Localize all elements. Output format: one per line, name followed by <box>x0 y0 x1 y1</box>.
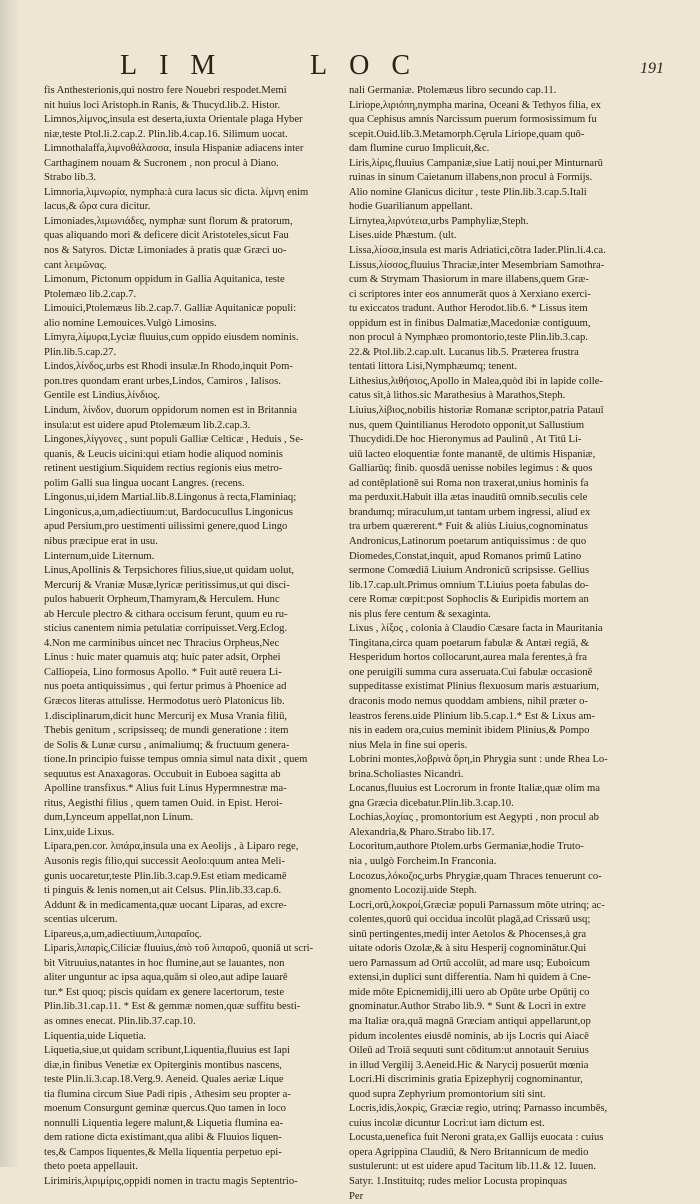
text-line: Limouici,Ptolemæus lib.2.cap.7. Galliæ Aquitanicæ populi: <box>44 303 297 315</box>
text-line: Limnos,λίμνος,insula est deserta,iuxta Orientale plaga Hyber <box>44 114 303 126</box>
text-line: Oileū ad Troiā sequuti sunt cōditum:ut annotauit Seruius <box>349 1045 589 1057</box>
text-line: Alio nomine Glanicus dicitur , teste Plin.lib.3.cap.5.Itali <box>349 186 587 198</box>
text-line: Liparis,λιπαρὶς,Ciliciæ fluuius,ἀπὸ τοῦ λιπαροῦ, quoniā ut scri- <box>44 943 314 955</box>
text-line: draconis modo nemus quoddam ambiens, nihil præter o- <box>349 695 588 707</box>
text-line: Lirnytea,λιρνύτεια,urbs Pamphyliæ,Steph. <box>349 215 529 227</box>
page-gutter-shadow <box>0 0 20 1167</box>
text-line: scepit.Ouid.lib.3.Metamorph.Cęrula Liriope,quam quō- <box>349 128 585 140</box>
text-line: Andronicus,Latinorum poetarum antiquissimus : de quo <box>349 535 587 547</box>
text-line: qua Cephisus amnis Narcissum puerum formosissimum fu <box>349 114 597 126</box>
text-line: apud Persium,pro uestimenti uilissimi genere,quod Lingo <box>44 521 288 533</box>
text-line: brina.Scholiastes Nicandri. <box>349 768 464 780</box>
text-line: ab Hercule plectro & cithara occisum ferunt, quum eu ru- <box>44 608 288 620</box>
text-line: ci scriptores inter eos annumerāt quos à Xerxiano exerci- <box>349 288 591 300</box>
text-line: theto poeta appellauit. <box>44 1161 138 1173</box>
text-line: dam flumine curuo Implicuit,&c. <box>349 143 490 155</box>
text-line: 4.Non me carminibus uincet nec Thracius Orpheus,Nec <box>44 637 280 649</box>
text-line: Ptolemæo lib.2.cap.7. <box>44 288 137 300</box>
text-line: Lingones,λίγγονες , sunt populi Galliæ Celticæ , Heduis , Se- <box>44 434 304 446</box>
text-line: teste Plin.li.3.cap.18.Verg.9. Aeneid. Quales aeriæ Lique <box>44 1074 284 1086</box>
text-line: extensi,in duplici sunt differentia. Nam hi quidem à Cne- <box>349 972 591 984</box>
text-line: catus sit,à lithos.sic Marathesius à Marathos,Steph. <box>349 390 566 402</box>
header-right-guideword: LOC <box>310 50 432 81</box>
text-line: ad contēplationē sui Roma non traxerat,unius hominis fa <box>349 477 589 489</box>
text-line: gnominatur.Author Strabo lib.9. * Sunt & Locri in extre <box>349 1001 586 1013</box>
text-line: Limnothalaffa,λιμνοθάλασσα, insula Hispaniæ adiacens inter <box>44 143 304 155</box>
text-line: Limonum, Pictonum oppidum in Gallia Aquitanica, teste <box>44 274 285 286</box>
text-line: nus, quem Quintilianus Herodoto opponit,ut Sallustium <box>349 419 585 431</box>
text-line: mide mōte Epicnemidij,illi uero ab Opūte urbe Opūtij co <box>349 986 590 998</box>
text-line: Linternum,uide Liternum. <box>44 550 155 562</box>
text-line: Satyr. 1.Instituitq; rudes melior Locusta propinquas <box>349 1176 568 1188</box>
text-line: nia , uulgò Forcheim.In Franconia. <box>349 855 497 867</box>
text-line: Liquentia,uide Liquetia. <box>44 1030 147 1042</box>
text-line: quanis, & Leucis uicini:qui etiam hodie aliquod nominis <box>44 448 283 460</box>
text-line: Locri.Hi discriminis gratia Epizephyrij cognominantur, <box>349 1074 583 1086</box>
text-line: aliter unguntur ac ipsa aqua,quām si oleo,aut adipe lauarē <box>44 972 288 984</box>
text-line: Lipara,pen.cor. λιπάρα,insula una ex Aeolijs , à Liparo rege, <box>44 841 299 853</box>
text-line: quod supra Zephyrium promontorium siti sint. <box>349 1088 546 1100</box>
text-line: Lipareus,a,um,adiectiuum,λιπαραῖος. <box>44 928 202 940</box>
text-line: tra urbem quærerent.* Fuit & aliùs Liuius,cognominatus <box>349 521 588 533</box>
text-line: opera Agrippina Claudiū, & Nero Britannicum de medio <box>349 1146 589 1158</box>
text-line: Limoniades,λιμωνιάδες, nymphæ sunt florum & pratorum, <box>44 215 293 227</box>
text-line: tia flumina circum Siue Padi ripis , Athesim seu propter a- <box>44 1088 291 1100</box>
text-line: ritus, Aegisthi filius , quem tamen Ouid. in Epist. Heroi- <box>44 797 283 809</box>
text-line: Locris,idis,λοκρὶς, Græciæ regio, utrinq; Parnasso incumbēs, <box>349 1103 608 1115</box>
text-line: Lises.uide Phæstum. (ult. <box>349 230 457 242</box>
text-line: lacus,& ὤρα cura dicitur. <box>44 201 151 213</box>
text-line: sticius canentem nimia petulatiæ corripuisset.Verg.Eclog. <box>44 623 288 635</box>
text-line: nis in eadem ora,cuius meminit ibidem Plinius,& Pompo <box>349 725 590 737</box>
text-line: Strabo lib.3. <box>44 172 97 184</box>
text-line: sustulerunt: ut est uidere apud Tacitum lib.11.& 12. Iuuen. <box>349 1161 596 1173</box>
text-line: tione.In principio fuisse tempus omnia simul nata dixit , quem <box>44 754 308 766</box>
text-line: Lobrini montes,λοβρινὰ ὄρη,in Phrygia sunt : unde Rhea Lo- <box>349 754 608 766</box>
text-line: Addunt & in medicamenta,quæ uocant Liparas, ad excre- <box>44 899 287 911</box>
text-line: 1.disciplinarum,dicit hunc Mercurij ex Musa Vrania filiū, <box>44 710 288 722</box>
text-line: dem ratione dicta existimant,qua alibi & Fluuios liquen- <box>44 1132 282 1144</box>
text-line: ti pinguis & lenis nomen,ut ait Celsus. Plin.lib.33.cap.6. <box>44 885 282 897</box>
text-line: Liris,λίρις,fluuius Campaniæ,siue Latij noui,per Minturnarū <box>349 157 603 169</box>
text-line: dum,Lynceum appellat,non Linum. <box>44 812 194 824</box>
text-line: lib.17.cap.ult.Primus omnium T.Liuius poeta fabulas do- <box>349 579 589 591</box>
text-line: de Solis & Lunæ cursu , animaliumq; & fructuum genera- <box>44 739 290 751</box>
text-line: sermone Comœdiā Liuium Andronicū scripsisse. Gellius <box>349 565 590 577</box>
text-line: Lissus,λίσσος,fluuius Thraciæ,inter Mesembriam Samothra- <box>349 259 605 271</box>
text-line: gna Græcia dicebatur.Plin.lib.3.cap.10. <box>349 797 514 809</box>
text-line: Hesperidum hortos collocarunt,aurea mala ferentes,à fra <box>349 652 587 664</box>
text-line: pon.tres quondam erant urbes,Lindos, Camiros , Ialisos. <box>44 375 281 387</box>
text-line: nius Mela in fine sui operis. <box>349 739 468 751</box>
text-line: Linus : huic mater quamuis atq; huic pater adsit, Orphei <box>44 652 281 664</box>
text-line: Locozus,λόκοζος,urbs Phrygiæ,quam Thraces tenuerunt co- <box>349 870 602 882</box>
text-line: pidum incolentes eiusdē nominis, ab ijs Locris qui Aiacē <box>349 1030 589 1042</box>
text-line: as omnes enecat. Plin.lib.37.cap.10. <box>44 1016 196 1027</box>
text-line: pulos habuerit Orpheum,Thamyram,& Herculem. Hunc <box>44 594 280 606</box>
text-line: ma Italiæ ora,quā magnā Græciam antiqui appellarunt,op <box>349 1016 591 1027</box>
text-line: Lixus , λίξος , colonia à Claudio Cæsare facta in Mauritania <box>349 623 603 635</box>
text-line: Lingonicus,a,um,adiectiuum:ut, Bardocucullus Lingonicus <box>44 506 293 518</box>
text-line: bit Vitruuius,natantes in hoc flumine,aut se lauantes, non <box>44 957 285 969</box>
text-line: leastros ferens.uide Plinium lib.5.cap.1.* Est & Lixus am- <box>349 710 595 722</box>
text-line: Per <box>349 1190 364 1202</box>
text-line: Plin.lib.31.cap.11. * Est & gemmæ nomen,quæ suffitu besti- <box>44 1001 301 1013</box>
text-line: hodie Guarilianum appellant. <box>349 201 473 213</box>
text-line: Lingonus,ui,idem Martial.lib.8.Lingonus à recta,Flaminiaq; <box>44 492 297 504</box>
text-line: Græcos literas attulisse. Hermodotus uerò Platonicus lib. <box>44 695 285 707</box>
text-line: 22.& Ptol.lib.2.cap.ult. Lucanus lib.5. Præterea frustra <box>349 346 579 358</box>
text-line: cant λειμῶνας. <box>44 259 107 271</box>
text-line: Linx,uide Lixus. <box>44 826 115 838</box>
text-line: nus poeta antiquissimus , qui fertur primus à Phoenice ad <box>44 681 287 693</box>
text-line: Apolline transfixus.* Alius fuit Linus Hypermnestræ ma- <box>44 783 287 795</box>
text-line: tur.* Est quoq; piscis quidam ex genere lacertorum, teste <box>44 986 285 998</box>
text-line: Liriope,λιριόπη,nympha marina, Oceani & Tethyos filia, ex <box>349 99 601 111</box>
text-line: Limyra,λίμυρα,Lyciæ fluuius,cum oppido eiusdem nominis. <box>44 332 299 344</box>
text-line: Galliarūq; finib. quosdā uenisse nobiles legimus : & quos <box>349 463 593 475</box>
text-line: Carthaginem nouam & Sucronem , non procul à Diano. <box>44 157 279 169</box>
text-line: Lithesius,λιθήσιος,Apollo in Malea,quòd ibi in lapide colle- <box>349 375 603 387</box>
text-line: Thebis genitum , scripsisseq; de mundi generatione : item <box>44 725 289 737</box>
text-line: quas aliquando mori & deficere dicit Aristoteles,sicut Fau <box>44 230 289 242</box>
text-line: uitate odoris Ozolæ,& à situ Hesperij cognominātur.Qui <box>349 943 587 955</box>
text-line: nali Germaniæ. Ptolemæus libro secundo cap.11. <box>349 85 557 96</box>
text-line: Locusta,uenefica fuit Neroni grata,ex Gallijs euocata : cuius <box>349 1132 604 1144</box>
text-line: Liquetia,siue,ut quidam scribunt,Liquentia,fluuius est Iapi <box>44 1045 290 1057</box>
text-line: Mercurij & Vraniæ Musæ,lyricæ peritissimus,ut qui disci- <box>44 579 290 591</box>
text-line: brandumq; miraculum,ut tantam urbem ingressi, aliud ex <box>349 506 591 518</box>
text-line: niæ,teste Ptol.li.2.cap.2. Plin.lib.4.cap.16. Silimum uocat. <box>44 128 288 140</box>
text-line: Lindum, λίνδον, duorum oppidorum nomen est in Britannia <box>44 405 297 417</box>
text-line: sinū pertingentes,medij inter Aetolos & Phocenses,à gra <box>349 928 587 940</box>
text-line: nit huius loci Aristoph.in Ranis, & Thucyd.lib.2. Histor. <box>44 99 281 111</box>
text-line: insula:ut est uidere apud Ptolemæum lib.2.cap.3. <box>44 419 251 431</box>
text-line: cuius incolæ dicuntur Locri:ut iam dictum est. <box>349 1117 545 1129</box>
text-line: Lochias,λοχίας , promontorium est Aegypti , non procul ab <box>349 812 599 824</box>
left-column <box>44 84 356 1188</box>
text-line: polim Galli sua lingua uocant Langres. (recens. <box>44 477 245 489</box>
text-line: tes,& Campos liquentes,& Mella liquentia perpetuo epi- <box>44 1146 282 1158</box>
text-line: cum & Strymam Thasiorum in mare illabens,quem Græ- <box>349 274 589 286</box>
text-line: Alexandria,& Pharo.Strabo lib.17. <box>349 826 495 838</box>
text-line: gunis uocaretur,teste Plin.lib.3.cap.9.Est etiam medicamē <box>44 870 287 882</box>
page-number: 191 <box>640 60 664 77</box>
text-line: Ausonis regis filio,qui successit Aeolo:quum antea Meli- <box>44 855 285 867</box>
header-left-guideword: LIM <box>120 50 238 81</box>
text-line: diæ,in finibus Venetiæ ex Opiterginis montibus nascens, <box>44 1059 282 1071</box>
text-line: scentias ulcerum. <box>44 914 118 926</box>
text-line: Locanus,fluuius est Locrorum in fronte Italiæ,quæ olim ma <box>349 783 600 795</box>
text-line: colentes,quorū qui occidua incolūt plagā,ad Crissæū usq; <box>349 914 591 926</box>
text-line: Calliopeia, Lino formosus Apollo. * Fuit autē reuera Li- <box>44 666 282 678</box>
text-line: alio nomine Lemouices.Vulgò Limosins. <box>44 317 217 329</box>
text-line: Locri,orū,λοκροί,Græciæ populi Parnassum mōte utrinq; ac- <box>349 899 605 911</box>
text-line: nonnulli Liquentia legere malunt,& Liquetia flumina ea- <box>44 1117 284 1129</box>
text-line: Plin.lib.5.cap.27. <box>44 346 117 358</box>
text-line: Lirimiris,λιριμίρις,oppidi nomen in tractu magis Septentrio- <box>44 1176 298 1188</box>
text-line: tu exiccatos tradunt. Author Herodot.lib.6. * Lissus item <box>349 303 588 315</box>
text-line: nis plus fere centum & sexaginta. <box>349 608 491 620</box>
text-line: Lissa,λίσσα,insula est maris Adriatici,cōtra Iader.Plin.li.4.ca. <box>349 245 606 257</box>
text-line: sequutus est Anaxagoras. Occubuit in Euboea sagitta ab <box>44 768 281 780</box>
text-line: one peruigili summa cura asseruata.Cui fabulæ occasionē <box>349 666 593 678</box>
text-line: Tingitana,circa quam poetarum fabulæ & Antæi regiā, & <box>349 637 589 649</box>
text-line: Diomedes,Constat,inquit, apud Romanos primū Latino <box>349 550 582 562</box>
text-line: Lindos,λίνδος,urbs est Rhodi insulæ.In Rhodo,inquit Pom- <box>44 361 293 373</box>
text-line: retinent uestigium.Siquidem rectius regionis eius metro- <box>44 463 283 475</box>
text-line: Gentile est Lindius,λίνδιος. <box>44 390 161 402</box>
text-line: nos & Satyros. Dictæ Limoniades à pratis quæ Græci uo- <box>44 245 287 257</box>
text-line: oppidum est in finibus Dalmatiæ,Macedoniæ contiguum, <box>349 317 591 329</box>
text-line: ruinas in sinum Caietanum illabens,non procul à Formijs. <box>349 172 593 184</box>
text-line: gnomento Locozij.uide Steph. <box>349 885 477 897</box>
text-line: fis Anthesterionis,qui nostro fere Nouebri respodet.Memi <box>44 85 287 96</box>
text-line: in illud Vergilij 3.Aeneid.Hic & Narycij posuerūt mœnia <box>349 1059 589 1071</box>
text-line: Limnoria,λιμνωρία, nympha:à cura lacus sic dicta. λίμνη enim <box>44 186 309 198</box>
text-line: Liuius,λίβιος,nobilis historiæ Romanæ scriptor,patria Patauī <box>349 405 604 417</box>
text-line: non procul à Nymphæo promontorio,teste Plin.lib.3.cap. <box>349 332 588 344</box>
text-line: nibus præcipue erat in usu. <box>44 535 158 547</box>
text-line: uiū lacteo eloquentiæ fonte manantē, de ultimis Hispaniæ, <box>349 448 596 460</box>
text-line: uero Parnassum ad Ortū accolūt, ad mare usq; Euboicum <box>349 957 590 969</box>
text-line: tentati littora Lisi,Nymphæumq; tenent. <box>349 361 518 373</box>
text-line: Thucydidi.De hoc Hieronymus ad Paulinū , At Titū Li- <box>349 434 582 446</box>
text-line: suppeditasse existimat Plinius flexuosum maris æstuarium, <box>349 681 600 693</box>
text-line: Linus,Apollinis & Terpsichores filius,siue,ut quidam uolut, <box>44 565 295 577</box>
text-line: moenum Consurgunt geminæ quercus.Quo tamen in loco <box>44 1103 286 1115</box>
text-line: ma perduxit.Habuit illa ætas inauditū omnib.seculis cele <box>349 492 588 504</box>
text-line: cere Romæ cœpit:post Sophoclis & Euripidis mortem an <box>349 594 589 606</box>
right-column <box>349 84 661 1202</box>
text-line: Locoritum,authore Ptolem.urbs Germaniæ,hodie Truto- <box>349 841 584 853</box>
